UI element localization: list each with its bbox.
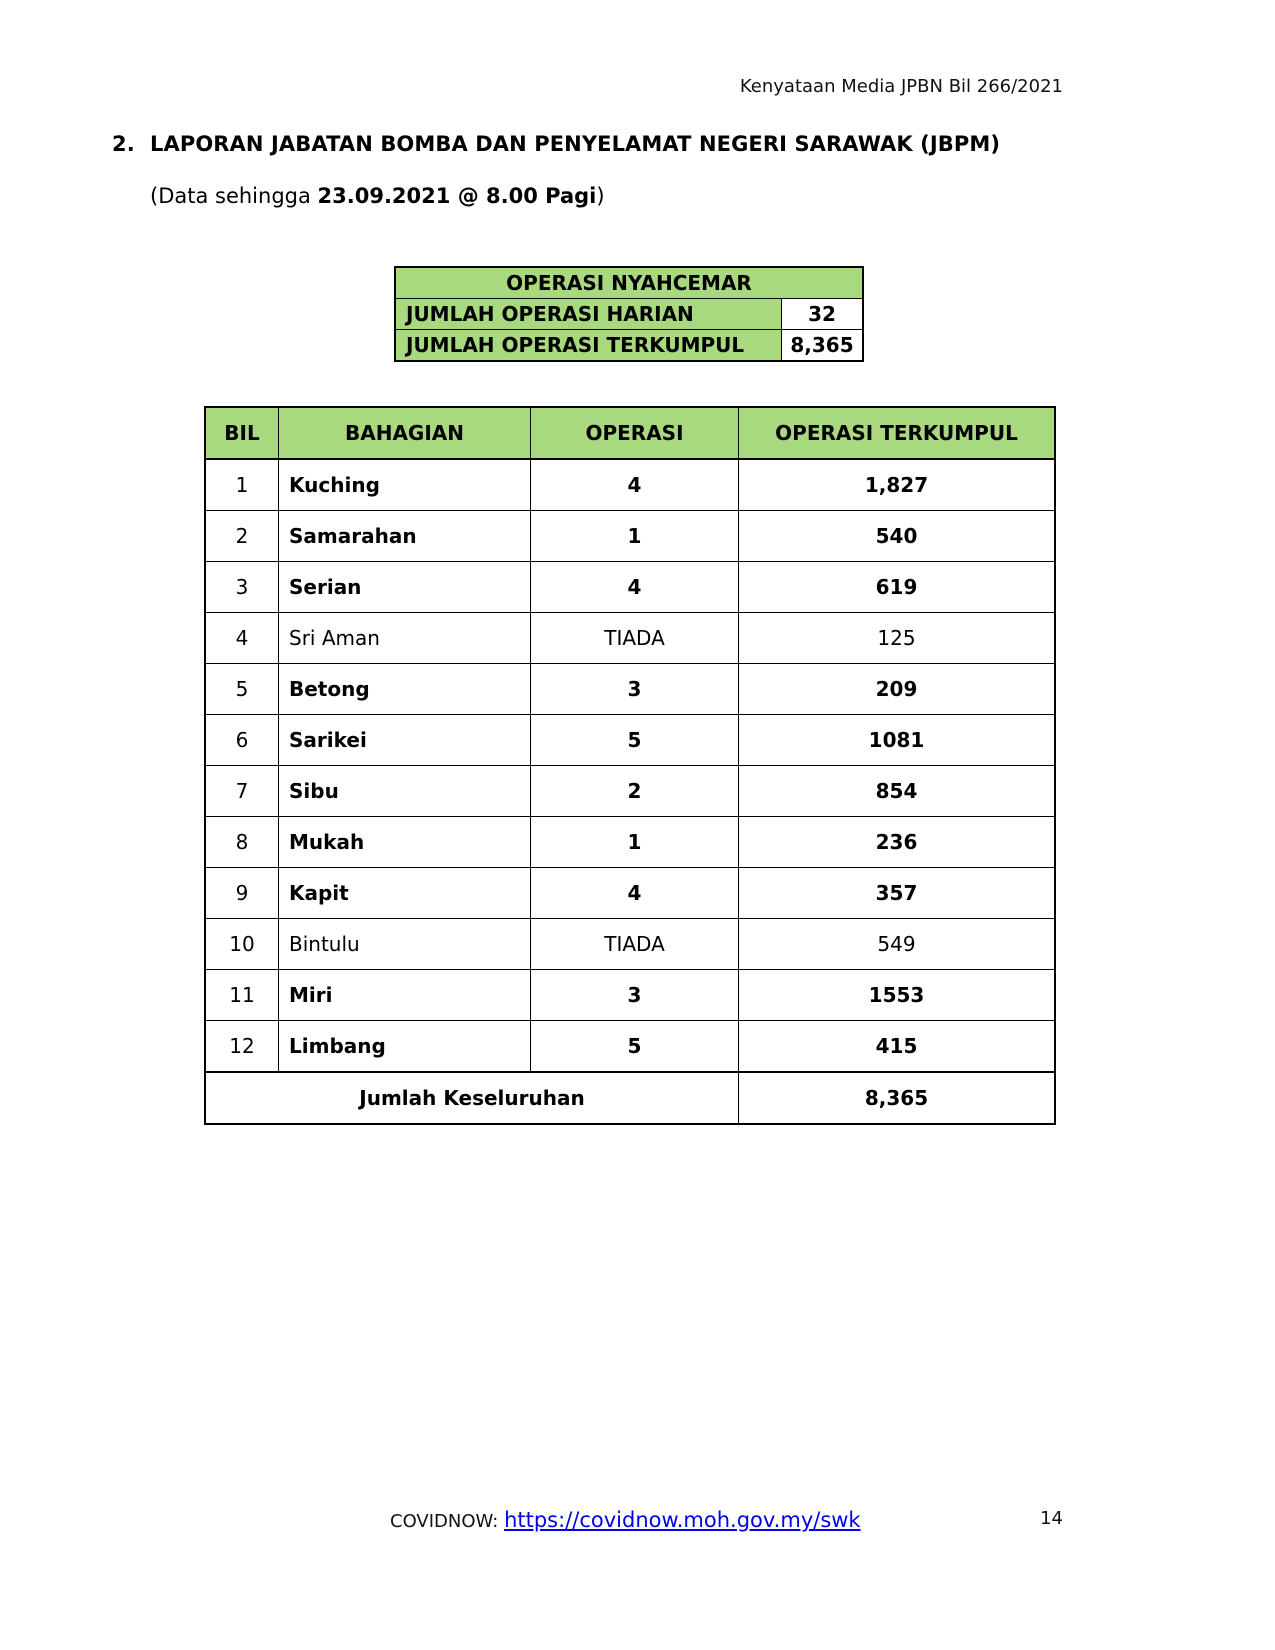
cell-operasi: 1: [531, 817, 739, 868]
footer-label: COVIDNOW:: [390, 1511, 505, 1532]
cell-operasi-terkumpul: 357: [739, 868, 1056, 919]
table-row: [205, 919, 1055, 970]
summary-row: [395, 299, 863, 330]
section-number: 2.: [112, 132, 135, 156]
table-body: [205, 459, 1055, 1124]
cell-operasi: 1: [531, 511, 739, 562]
cell-bahagian: Samarahan: [279, 511, 531, 562]
cell-bahagian: Betong: [279, 664, 531, 715]
cell-bahagian: Serian: [279, 562, 531, 613]
cell-operasi: 4: [531, 562, 739, 613]
cell-bil: 9: [205, 868, 279, 919]
cell-operasi-terkumpul: 209: [739, 664, 1056, 715]
cell-operasi-terkumpul: 619: [739, 562, 1056, 613]
cell-operasi-terkumpul: 1,827: [739, 459, 1056, 511]
table-row: [205, 1021, 1055, 1073]
table-row: [205, 970, 1055, 1021]
cell-bahagian: Kapit: [279, 868, 531, 919]
table-row: [205, 664, 1055, 715]
date-prefix: (Data sehingga: [150, 184, 318, 208]
cell-bil: 10: [205, 919, 279, 970]
cell-operasi: TIADA: [531, 613, 739, 664]
summary-label-cumulative: JUMLAH OPERASI TERKUMPUL: [395, 330, 782, 362]
summary-row: [395, 330, 863, 362]
total-label: Jumlah Keseluruhan: [205, 1072, 739, 1124]
document-reference: Kenyataan Media JPBN Bil 266/2021: [739, 76, 1063, 97]
cell-bahagian: Sri Aman: [279, 613, 531, 664]
table-row: [205, 459, 1055, 511]
cell-operasi-terkumpul: 1553: [739, 970, 1056, 1021]
cell-operasi-terkumpul: 549: [739, 919, 1056, 970]
header-operasi-terkumpul: OPERASI TERKUMPUL: [739, 407, 1056, 459]
date-value: 23.09.2021 @ 8.00 Pagi: [317, 184, 597, 208]
table-row: [205, 562, 1055, 613]
cell-operasi: 3: [531, 664, 739, 715]
table-row: [205, 715, 1055, 766]
summary-value-cumulative: 8,365: [782, 330, 864, 362]
summary-title: OPERASI NYAHCEMAR: [395, 267, 863, 299]
table-row: [205, 613, 1055, 664]
cell-operasi-terkumpul: 125: [739, 613, 1056, 664]
cell-operasi: 2: [531, 766, 739, 817]
footer: [390, 1508, 861, 1532]
cell-bil: 4: [205, 613, 279, 664]
cell-bil: 3: [205, 562, 279, 613]
cell-operasi: 4: [531, 868, 739, 919]
table-row: [205, 817, 1055, 868]
division-table: [204, 406, 1056, 1125]
cell-operasi: 5: [531, 715, 739, 766]
cell-bil: 11: [205, 970, 279, 1021]
cell-bil: 6: [205, 715, 279, 766]
summary-value-daily: 32: [782, 299, 864, 330]
cell-operasi: TIADA: [531, 919, 739, 970]
cell-bil: 7: [205, 766, 279, 817]
table-row: [205, 511, 1055, 562]
cell-bil: 8: [205, 817, 279, 868]
summary-label-daily: JUMLAH OPERASI HARIAN: [395, 299, 782, 330]
cell-operasi-terkumpul: 540: [739, 511, 1056, 562]
cell-bahagian: Sarikei: [279, 715, 531, 766]
header-operasi: OPERASI: [531, 407, 739, 459]
cell-bahagian: Limbang: [279, 1021, 531, 1073]
table-header-row: [205, 407, 1055, 459]
cell-operasi: 5: [531, 1021, 739, 1073]
cell-bil: 1: [205, 459, 279, 511]
cell-bahagian: Mukah: [279, 817, 531, 868]
summary-title-row: [395, 267, 863, 299]
cell-bil: 5: [205, 664, 279, 715]
section-title: [112, 132, 1000, 156]
data-date-line: [150, 184, 605, 208]
page-number: 14: [1040, 1508, 1063, 1529]
cell-bahagian: Miri: [279, 970, 531, 1021]
total-value: 8,365: [739, 1072, 1056, 1124]
date-suffix: ): [596, 184, 605, 208]
cell-bahagian: Bintulu: [279, 919, 531, 970]
cell-operasi: 3: [531, 970, 739, 1021]
covidnow-link[interactable]: https://covidnow.moh.gov.my/swk: [504, 1508, 861, 1532]
table-row: [205, 868, 1055, 919]
cell-operasi-terkumpul: 415: [739, 1021, 1056, 1073]
table-row: [205, 766, 1055, 817]
section-title-text: LAPORAN JABATAN BOMBA DAN PENYELAMAT NEGERI SARAWAK (JBPM): [150, 132, 1001, 156]
cell-bahagian: Sibu: [279, 766, 531, 817]
header-bil: BIL: [205, 407, 279, 459]
cell-bil: 12: [205, 1021, 279, 1073]
header-bahagian: BAHAGIAN: [279, 407, 531, 459]
cell-operasi-terkumpul: 854: [739, 766, 1056, 817]
cell-operasi-terkumpul: 1081: [739, 715, 1056, 766]
cell-operasi-terkumpul: 236: [739, 817, 1056, 868]
cell-bil: 2: [205, 511, 279, 562]
cell-operasi: 4: [531, 459, 739, 511]
summary-table: [394, 266, 864, 362]
cell-bahagian: Kuching: [279, 459, 531, 511]
total-row: [205, 1072, 1055, 1124]
